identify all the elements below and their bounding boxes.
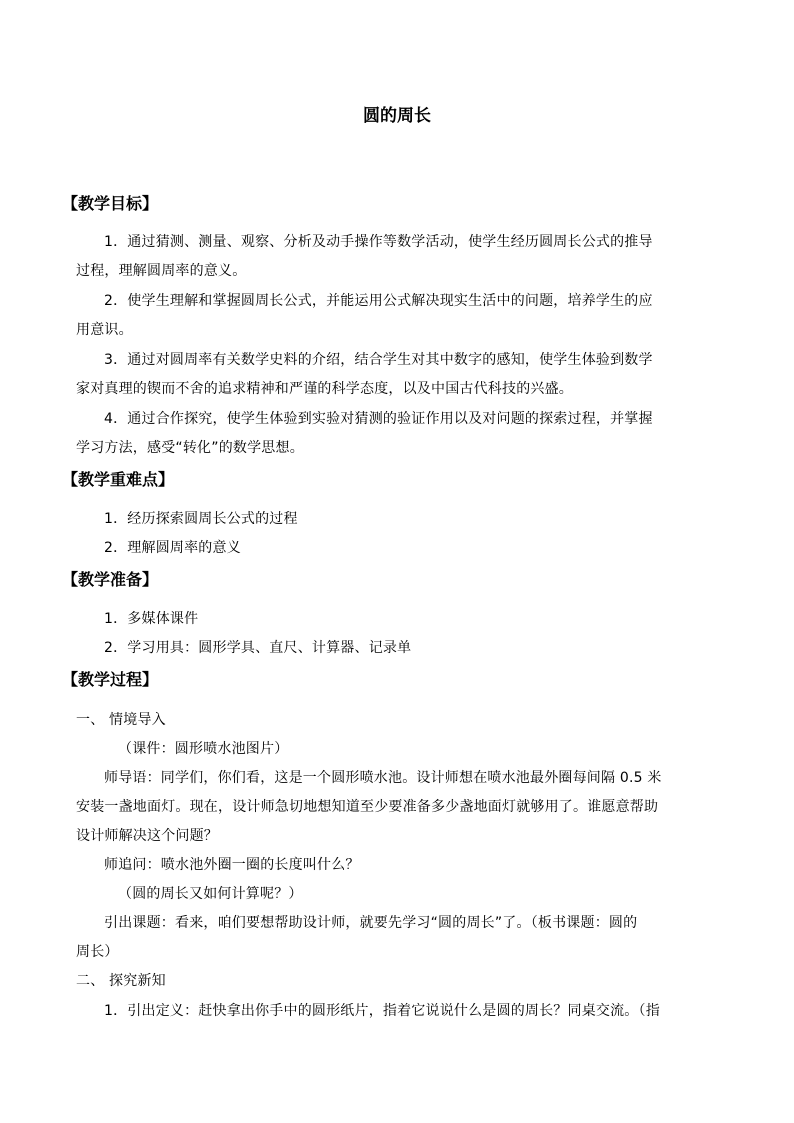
process-line: 安装一盏地面灯。现在，设计师急切地想知道至少要准备多少盏地面灯就够用了。谁愿意帮助 (76, 799, 659, 815)
objective-line: 4．通过合作探究，使学生体验到实验对猜测的验证作用以及对问题的探索过程，并掌握 (104, 411, 653, 427)
process-section-title: 一、 情境导入 (76, 712, 166, 728)
process-line: 1．引出定义：赶快拿出你手中的圆形纸片，指着它说说什么是圆的周长？同桌交流。（指 (104, 1003, 660, 1019)
objective-line: 用意识。 (76, 322, 133, 338)
document-title: 圆的周长 (363, 106, 431, 126)
preparation-line: 1．多媒体课件 (104, 611, 199, 627)
process-line: （课件：圆形喷水池图片） (118, 741, 289, 757)
process-section-title: 二、 探究新知 (76, 973, 166, 989)
heading-objectives: 【教学目标】 (62, 194, 159, 213)
objective-line: 2．使学生理解和掌握圆周长公式，并能运用公式解决现实生活中的问题，培养学生的应 (104, 293, 653, 309)
process-line: 师追问：喷水池外圈一圈的长度叫什么？ (104, 857, 360, 873)
objective-line: 过程，理解圆周率的意义。 (76, 263, 247, 279)
heading-preparation: 【教学准备】 (62, 570, 159, 589)
objective-line: 3．通过对圆周率有关数学史料的介绍，结合学生对其中数字的感知，使学生体验到数学 (104, 352, 653, 368)
preparation-line: 2．学习用具：圆形学具、直尺、计算器、记录单 (104, 640, 412, 656)
process-line: 师导语：同学们，你们看，这是一个圆形喷水池。设计师想在喷水池最外圈每间隔 0.5 米 (104, 770, 662, 786)
process-line: 设计师解决这个问题？ (76, 828, 218, 844)
process-line: 引出课题：看来，咱们要想帮助设计师，就要先学习“圆的周长”了。（板书课题：圆的 (104, 915, 638, 931)
heading-key-points: 【教学重难点】 (62, 470, 175, 489)
heading-process: 【教学过程】 (62, 670, 159, 689)
process-line: （圆的周长又如何计算呢？） (118, 886, 303, 902)
process-line: 周长） (76, 944, 119, 960)
key-point-line: 2．理解圆周率的意义 (104, 540, 241, 556)
objective-line: 1．通过猜测、测量、观察、分析及动手操作等数学活动，使学生经历圆周长公式的推导 (104, 234, 653, 250)
key-point-line: 1．经历探索圆周长公式的过程 (104, 511, 298, 527)
objective-line: 学习方法，感受“转化”的数学思想。 (76, 440, 304, 456)
objective-line: 家对真理的锲而不舍的追求精神和严谨的科学态度，以及中国古代科技的兴盛。 (76, 381, 573, 397)
